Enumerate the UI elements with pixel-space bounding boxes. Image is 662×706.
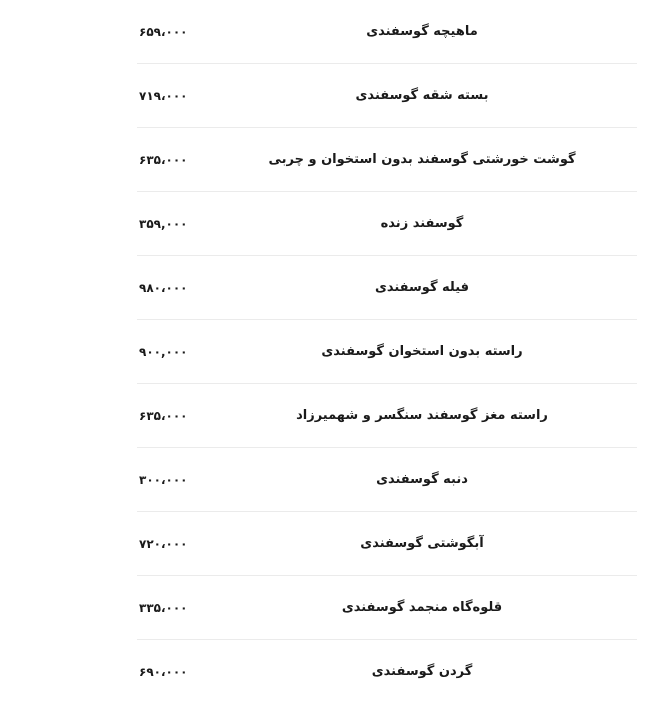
product-name: گوسفند زنده <box>380 216 464 231</box>
table-row <box>137 64 637 128</box>
product-name: ماهیچه گوسفندی <box>366 24 478 39</box>
table-row <box>137 128 637 192</box>
product-price: ۶۳۵،۰۰۰ <box>139 408 188 423</box>
product-name: قلوه‌گاه منجمد گوسفندی <box>341 600 503 615</box>
product-name: دنبه گوسفندی <box>376 472 468 487</box>
product-price: ۷۲۰،۰۰۰ <box>139 536 188 551</box>
price-table <box>137 0 637 703</box>
table-row <box>137 640 637 703</box>
table-row <box>137 576 637 640</box>
product-price: ۳۵۹,۰۰۰ <box>139 216 188 231</box>
table-row <box>137 256 637 320</box>
table-row <box>137 0 637 64</box>
product-price: ۶۵۹،۰۰۰ <box>139 24 188 39</box>
table-row <box>137 192 637 256</box>
table-row <box>137 448 637 512</box>
table-row <box>137 320 637 384</box>
product-price: ۹۰۰,۰۰۰ <box>139 344 188 359</box>
product-price: ۹۸۰،۰۰۰ <box>139 280 188 295</box>
product-name: فیله گوسفندی <box>374 280 470 295</box>
product-price: ۳۰۰،۰۰۰ <box>139 472 188 487</box>
product-price: ۳۳۵،۰۰۰ <box>139 600 188 615</box>
product-name: بسته شقه گوسفندی <box>355 88 489 103</box>
table-row <box>137 384 637 448</box>
table-row <box>137 512 637 576</box>
product-price: ۶۹۰،۰۰۰ <box>139 664 188 679</box>
product-name: راسته مغز گوسفند سنگسر و شهمیرزاد <box>296 408 548 423</box>
product-price: ۶۳۵،۰۰۰ <box>139 152 188 167</box>
product-price: ۷۱۹،۰۰۰ <box>139 88 188 103</box>
product-name: آبگوشتی گوسفندی <box>360 536 484 551</box>
product-name: راسته بدون استخوان گوسفندی <box>321 344 523 359</box>
product-name: گوشت خورشتی گوسفند بدون استخوان و چربی <box>268 152 576 167</box>
product-name: گردن گوسفندی <box>371 664 473 679</box>
